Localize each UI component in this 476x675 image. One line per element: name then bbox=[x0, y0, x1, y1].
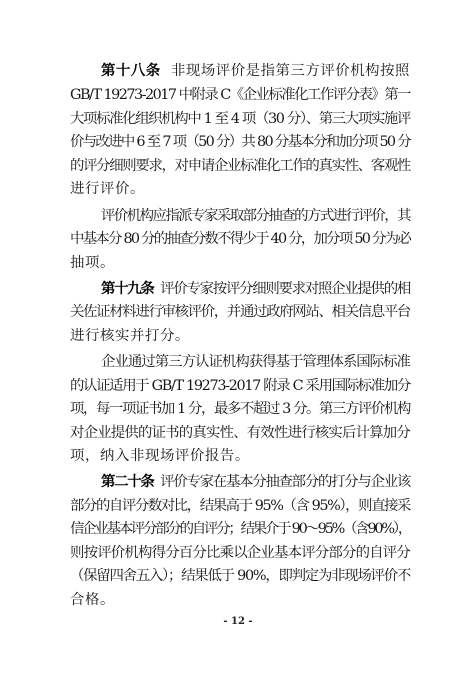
article-18-line-5: 的评分细则要求，对申请企业标准化工作的真实性、客观性 bbox=[70, 157, 410, 174]
article-18-p2-line-3: 抽项。 bbox=[70, 254, 115, 271]
article-18-line-6: 进行评价。 bbox=[70, 181, 145, 198]
article-19-p2-line-4: 对企业提供的证书的真实性、有效性进行核实后计算加分 bbox=[70, 424, 410, 441]
article-20-text: 评价专家在基本分抽查部分的打分与企业该 bbox=[160, 474, 410, 491]
page-number: - 12 - bbox=[223, 616, 253, 627]
article-19-p2-line-3: 项，每一项证书加 1 分，最多不超过 3 分。第三方评价机构 bbox=[70, 401, 410, 418]
article-20-line-2: 部分的自评分数对比，结果高于 95%（含 95%），则直接采 bbox=[70, 497, 410, 514]
article-20-line-5: （保留四舍五入）；结果低于 90%，即判定为非现场评价不 bbox=[70, 568, 410, 585]
article-19-line-2: 关佐证材料进行审核评价，并通过政府网站、相关信息平台 bbox=[70, 304, 410, 321]
article-18-line-2: GB/T 19273-2017 中附录 C《企业标准化工作评分表》第一 bbox=[70, 87, 410, 104]
article-19-line-3: 进行核实并打分。 bbox=[70, 327, 190, 344]
article-18-line-3: 大项标准化组织机构中 1 至 4 项（30 分）、第三大项实施评 bbox=[70, 110, 410, 127]
article-20-line-4: 则按评价机构得分百分比乘以企业基本评分部分的自评分 bbox=[70, 544, 410, 561]
article-18-p2-line-2: 中基本分 80 分的抽查分数不得少于 40 分，加分项 50 分为必 bbox=[70, 231, 410, 248]
article-18-text: 非现场评价是指第三方评价机构按照 bbox=[171, 63, 410, 79]
article-18-line-4: 价与改进中 6 至 7 项（50 分）共 80 分基本分和加分项 50 分 bbox=[70, 134, 410, 151]
article-19-text: 评价专家按评分细则要求对照企业提供的相 bbox=[160, 280, 410, 297]
article-19-line-1 bbox=[101, 279, 410, 299]
article-18-p2-line-1: 评价机构应指派专家采取部分抽查的方式进行评价，其 bbox=[101, 207, 410, 224]
article-19-p2-line-1: 企业通过第三方认证机构获得基于管理体系国际标准 bbox=[101, 354, 410, 371]
article-20-heading: 第二十条 bbox=[101, 473, 154, 491]
article-19-p2-line-2: 的认证适用于 GB/T 19273-2017 附录 C 采用国际标准加分 bbox=[70, 377, 410, 394]
article-20-line-6: 合格。 bbox=[70, 592, 115, 608]
article-18-heading: 第十八条 bbox=[101, 62, 161, 79]
article-20-line-3: 信企业基本评分部分的自评分；结果介于 90～95%（含90%）， bbox=[70, 521, 410, 538]
article-19-p2-line-5: 项，纳入非现场评价报告。 bbox=[70, 448, 250, 465]
article-20-line-1 bbox=[101, 472, 410, 492]
article-19-heading: 第十九条 bbox=[101, 279, 154, 297]
article-18-line-1 bbox=[101, 61, 410, 81]
